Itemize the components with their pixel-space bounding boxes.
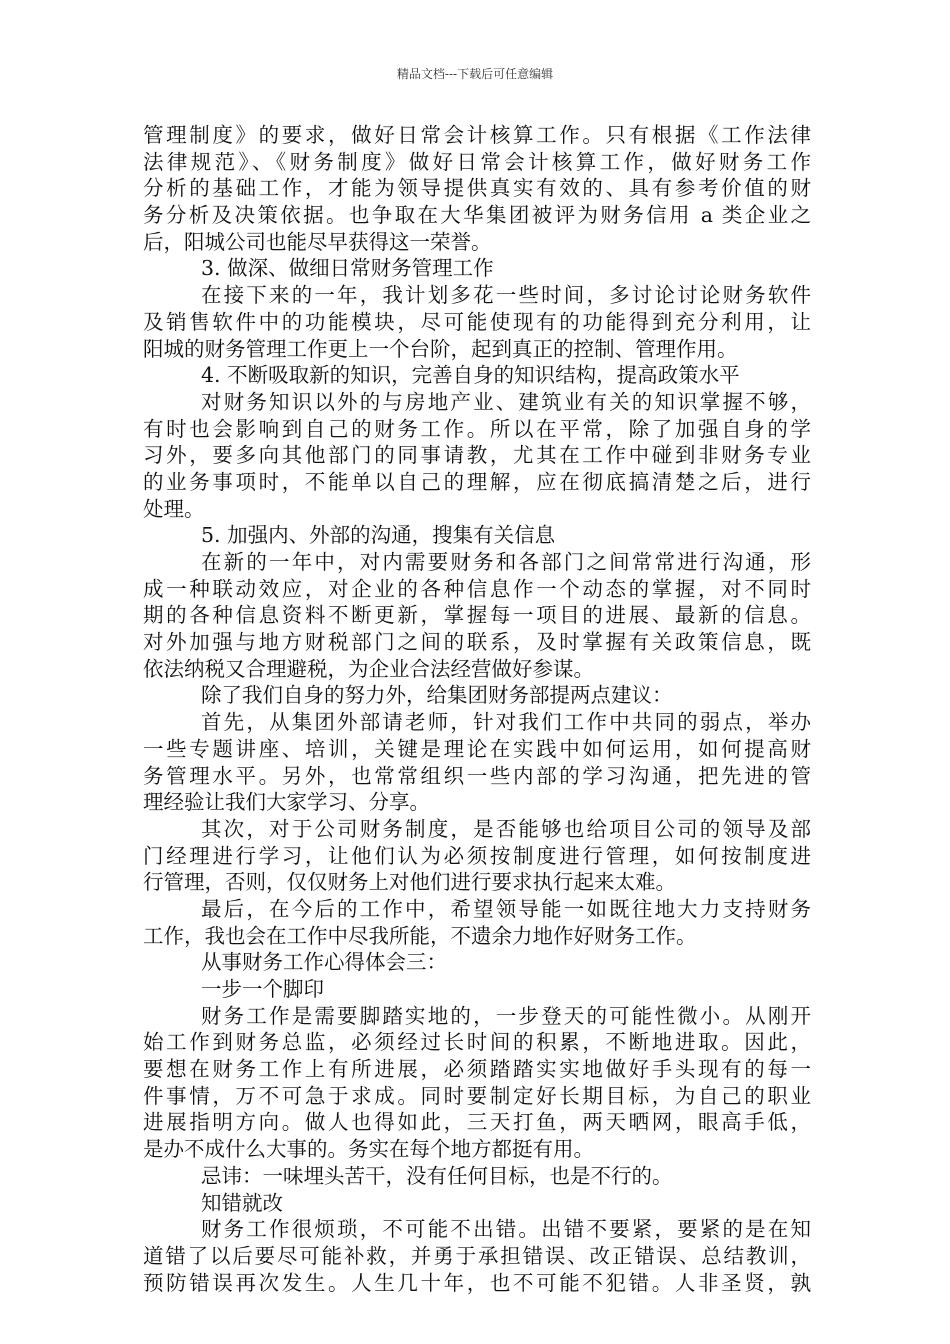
text-line: 始工作到财务总监，必须经过长时间的积累，不断地进取。因此， (143, 1030, 811, 1055)
text-line: 知错就改 (201, 1190, 283, 1215)
text-line: 除了我们自身的努力外，给集团财务部提两点建议： (201, 683, 673, 708)
text-line: 进展指明方向。做人也得如此，三天打鱼，两天晒网，眼高手低， (143, 1110, 811, 1135)
text-line: 首先，从集团外部请老师，针对我们工作中共同的弱点，举办 (201, 710, 811, 735)
text-line: 依法纳税又合理避税，为企业合法经营做好参谋。 (143, 656, 594, 681)
text-line: 管理制度》的要求，做好日常会计核算工作。只有根据《工作法律 (143, 123, 811, 147)
text-line: 理经验让我们大家学习、分享。 (143, 790, 430, 815)
text-line: 的业务事项时，不能单以自己的理解，应在彻底搞清楚之后，进行 (143, 469, 811, 494)
text-line: 期的各种信息资料不断更新，掌握每一项目的进展、最新的信息。 (143, 603, 811, 628)
document-body (143, 122, 811, 1296)
text-line: 5. 加强内、外部的沟通，搜集有关信息 (201, 523, 556, 548)
text-line: 一步一个脚印 (201, 977, 324, 1001)
text-line: 对财务知识以外的与房地产业、建筑业有关的知识掌握不够， (201, 389, 811, 414)
text-line: 道错了以后要尽可能补救，并勇于承担错误、改正错误、总结教训， (143, 1243, 811, 1268)
text-line: 及销售软件中的功能模块，尽可能使现有的功能得到充分利用，让 (143, 309, 811, 334)
text-line: 后，阳城公司也能尽早获得这一荣誉。 (143, 229, 492, 254)
text-line: 一些专题讲座、培训，关键是理论在实践中如何运用，如何提高财 (143, 736, 811, 761)
text-line: 务分析及决策依据。也争取在大华集团被评为财务信用 a 类企业之 (143, 203, 811, 228)
text-line: 财务工作很烦琐，不可能不出错。出错不要紧，要紧的是在知 (201, 1217, 811, 1242)
text-line: 有时也会影响到自己的财务工作。所以在平常，除了加强自身的学 (143, 416, 811, 441)
text-line: 最后，在今后的工作中，希望领导能一如既往地大力支持财务 (201, 896, 811, 921)
text-line: 其次，对于公司财务制度，是否能够也给项目公司的领导及部 (201, 816, 811, 841)
text-line: 门经理进行学习，让他们认为必须按制度进行管理，如何按制度进 (143, 843, 811, 868)
text-line: 4. 不断吸取新的知识，完善自身的知识结构，提高政策水平 (201, 363, 740, 388)
text-line: 行管理，否则，仅仅财务上对他们进行要求执行起来太难。 (143, 870, 676, 895)
text-line: 在接下来的一年，我计划多花一些时间，多讨论讨论财务软件 (201, 283, 811, 308)
text-line: 习外，要多向其他部门的同事请教，尤其在工作中碰到非财务专业 (143, 443, 811, 468)
text-line: 处理。 (143, 496, 205, 521)
text-line: 对外加强与地方财税部门之间的联系，及时掌握有关政策信息，既 (143, 630, 811, 655)
text-line: 成一种联动效应，对企业的各种信息作一个动态的掌握，对不同时 (143, 576, 811, 601)
text-line: 在新的一年中，对内需要财务和各部门之间常常进行沟通，形 (201, 550, 811, 574)
text-line: 是办不成什么大事的。务实在每个地方都挺有用。 (143, 1137, 594, 1162)
text-line: 预防错误再次发生。人生几十年，也不可能不犯错。人非圣贤，孰 (143, 1270, 811, 1295)
text-line: 要想在财务工作上有所进展，必须踏踏实实地做好手头现有的每一 (143, 1057, 811, 1082)
text-line: 3. 做深、做细日常财务管理工作 (201, 256, 494, 281)
text-line: 工作，我也会在工作中尽我所能，不遗余力地作好财务工作。 (143, 923, 697, 948)
text-line: 从事财务工作心得体会三： (201, 950, 447, 975)
text-line: 财务工作是需要脚踏实地的，一步登天的可能性微小。从刚开 (201, 1003, 811, 1028)
text-line: 件事情，万不可急于求成。同时要制定好长期目标，为自己的职业 (143, 1083, 811, 1108)
text-line: 务管理水平。另外，也常常组织一些内部的学习沟通，把先进的管 (143, 763, 811, 788)
page-header: 精品文档---下载后可任意编辑 (396, 67, 554, 81)
text-line: 忌讳：一味埋头苦干，没有任何目标，也是不行的。 (201, 1163, 673, 1188)
text-line: 法律规范》、《财务制度》做好日常会计核算工作，做好财务工作 (143, 149, 811, 174)
text-line: 阳城的财务管理工作更上一个台阶，起到真正的控制、管理作用。 (143, 336, 738, 361)
text-line: 分析的基础工作，才能为领导提供真实有效的、具有参考价值的财 (143, 176, 811, 201)
